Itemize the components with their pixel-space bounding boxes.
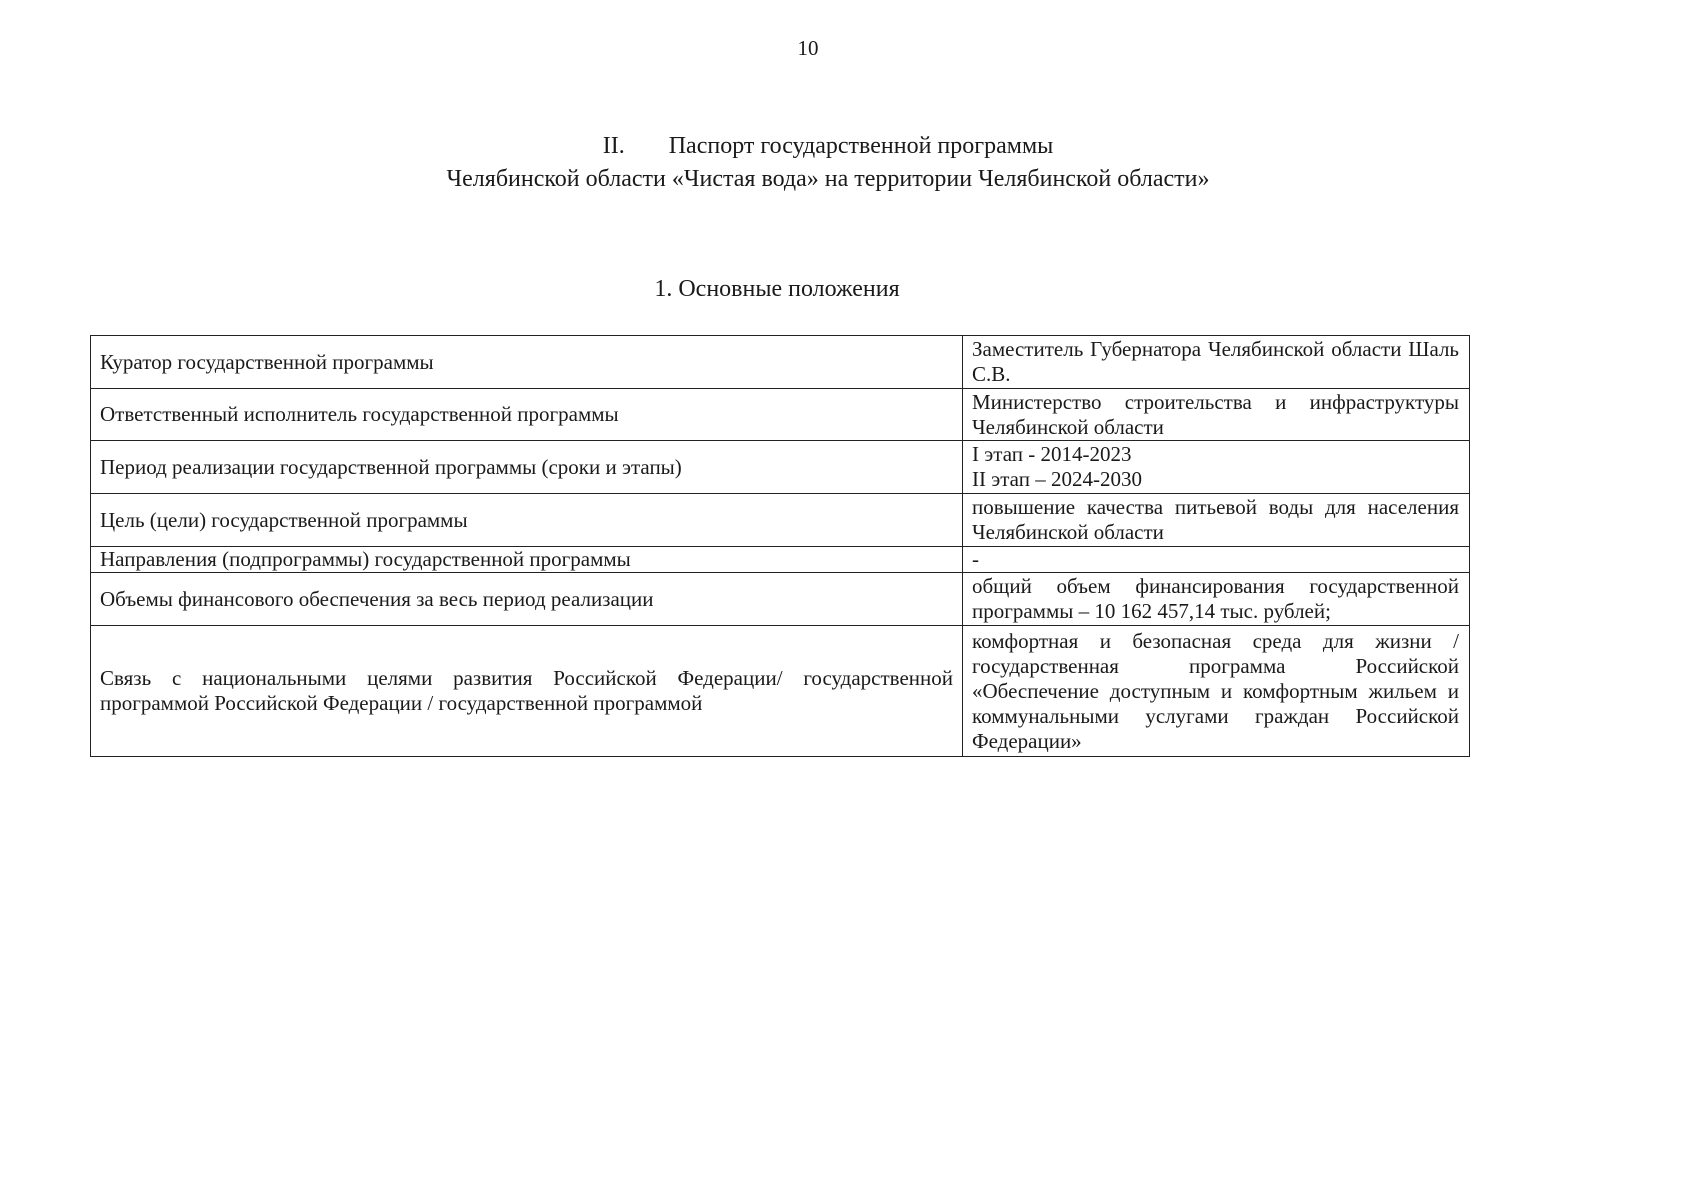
section-subtitle: Челябинской области «Чистая вода» на территории Челябинской области» xyxy=(446,166,1210,192)
row-label: Куратор государственной программы xyxy=(91,336,963,389)
row-value: общий объем финансирования государственной программы – 10 162 457,14 тыс. рублей; xyxy=(963,573,1470,626)
row-label: Ответственный исполнитель государственной программы xyxy=(91,389,963,441)
section-title: Паспорт государственной программы xyxy=(668,133,1054,159)
row-label: Объемы финансового обеспечения за весь период реализации xyxy=(91,573,963,626)
section-heading xyxy=(0,130,1656,196)
page-number: 10 xyxy=(797,36,819,60)
table-row xyxy=(91,389,1470,441)
table-row xyxy=(91,573,1470,626)
row-value: Заместитель Губернатора Челябинской области Шаль С.В. xyxy=(963,336,1470,389)
section-number: II. xyxy=(602,133,625,159)
row-value: комфортная и безопасная среда для жизни / государственная программа Российской «Обеспечение доступным и комфортным жильем и коммунальными услугами граждан Российской Федерации» xyxy=(963,626,1470,757)
row-label: Период реализации государственной программы (сроки и этапы) xyxy=(91,441,963,494)
row-value: повышение качества питьевой воды для населения Челябинской области xyxy=(963,494,1470,547)
row-value: - xyxy=(963,547,1470,573)
row-value: Министерство строительства и инфраструктуры Челябинской области xyxy=(963,389,1470,441)
row-label: Направления (подпрограммы) государственной программы xyxy=(91,547,963,573)
table-row xyxy=(91,441,1470,494)
table-row xyxy=(91,336,1470,389)
table-row xyxy=(91,494,1470,547)
stage-1: I этап - 2014-2023 xyxy=(972,442,1132,466)
program-passport-table xyxy=(90,335,1470,757)
row-value xyxy=(963,441,1470,494)
section-heading-line-1 xyxy=(0,130,1656,163)
table-row xyxy=(91,547,1470,573)
stage-2: II этап – 2024-2030 xyxy=(972,467,1142,491)
subsection-title: 1. Основные положения xyxy=(654,276,900,302)
table-row xyxy=(91,626,1470,757)
row-label: Цель (цели) государственной программы xyxy=(91,494,963,547)
row-label: Связь с национальными целями развития Российской Федерации/ государственной программой Российской Федерации / государственной программой xyxy=(91,626,963,757)
